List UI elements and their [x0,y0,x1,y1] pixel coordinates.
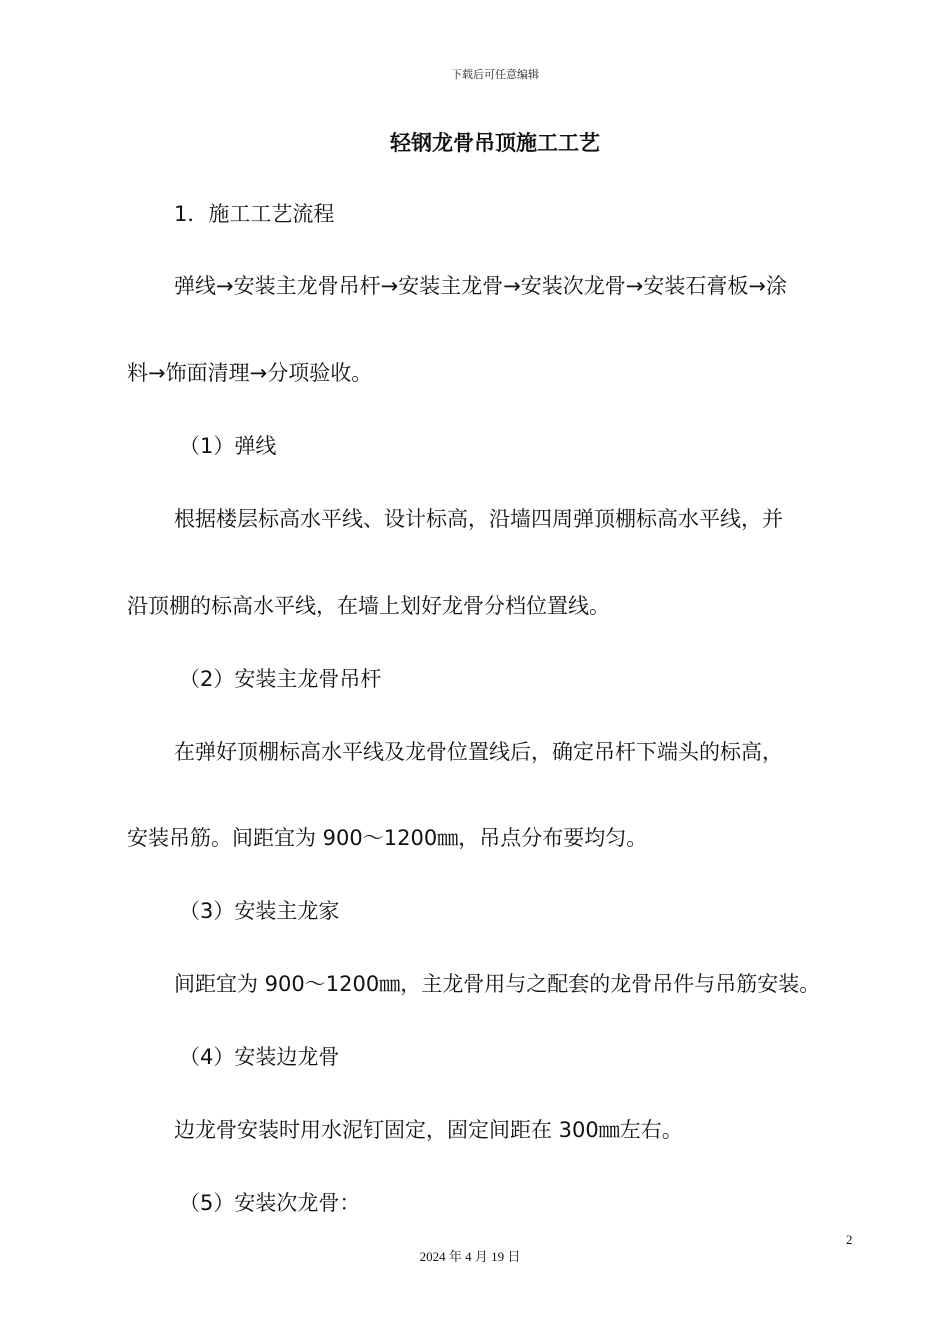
subsection-heading-edge-keel: （4）安装边龙骨 [179,1045,340,1069]
page-number: 2 [846,1232,853,1247]
paragraph-line: 沿顶棚的标高水平线，在墙上划好龙骨分档位置线。 [127,594,610,618]
paragraph-line: 边龙骨安装时用水泥钉固定，固定间距在 300㎜左右。 [174,1118,683,1142]
paragraph-line: 弹线→安装主龙骨吊杆→安装主龙骨→安装次龙骨→安装石膏板→涂 [174,274,787,298]
subsection-heading-hanger: （2）安装主龙骨吊杆 [179,667,382,691]
subsection-heading-main-keel: （3）安装主龙家 [179,899,340,923]
paragraph-line: 根据楼层标高水平线、设计标高，沿墙四周弹顶棚标高水平线，并 [174,507,783,531]
paragraph-line: 间距宜为 900～1200㎜，主龙骨用与之配套的龙骨吊件与吊筋安装。 [174,972,821,996]
section-heading-process: 1．施工工艺流程 [174,202,335,226]
paragraph-line: 安装吊筋。间距宜为 900～1200㎜，吊点分布要均匀。 [127,826,648,850]
document-title: 轻钢龙骨吊顶施工工艺 [390,131,600,155]
header-note: 下载后可任意编辑 [451,68,539,81]
footer-date: 2024 年 4 月 19 日 [419,1249,521,1264]
subsection-heading-snapline: （1）弹线 [179,434,277,458]
subsection-heading-secondary-keel: （5）安装次龙骨： [179,1191,361,1215]
paragraph-line: 在弹好顶棚标高水平线及龙骨位置线后，确定吊杆下端头的标高， [174,740,783,764]
paragraph-line: 料→饰面清理→分项验收。 [127,361,373,385]
